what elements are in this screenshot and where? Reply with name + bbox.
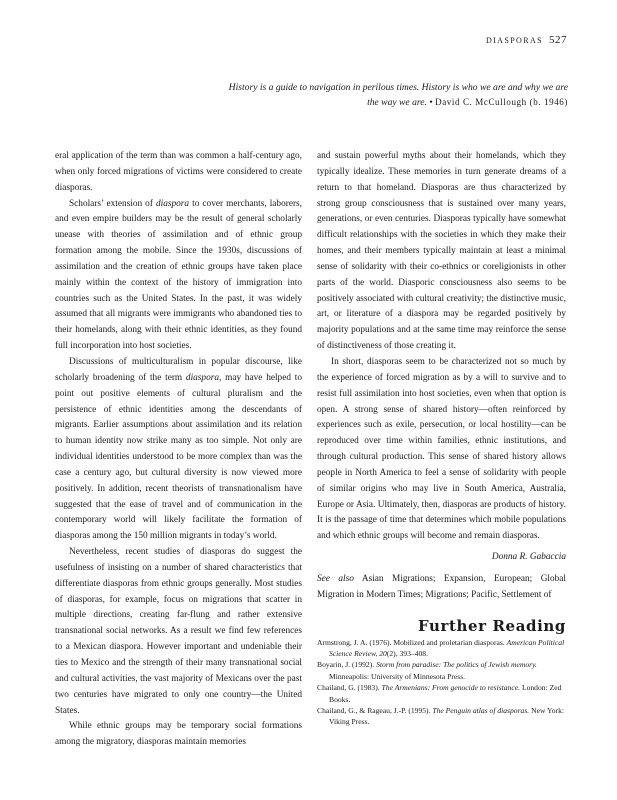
body-paragraph-run: may have helped to point out positive elements of cultural pluralism and the persistence of ethnic identities among the descendants of migrants. Earlier assumptions about assimilation and its relation to human identity now strike many as too simple. Not only are individual identities understood to be more complex than was the case a century ago, but cultural diversity is now viewed more positively. In addition, recent theorists of transnationalism have suggested that the ease of travel and of communication in the contemporary world will likely facilitate the formation of diasporas among the 150 million migrants in today’s world. xyxy=(55,372,302,542)
body-paragraph-run: diaspora xyxy=(156,198,190,209)
epigraph xyxy=(228,80,568,110)
reference-entry xyxy=(317,637,566,660)
see-also-label: See also xyxy=(317,573,354,584)
see-also-links[interactable]: Asian Migrations; Expansion, European; Global Migration in Modern Times; Migrations; Pacific, Settlement of xyxy=(317,573,566,600)
reference-entry xyxy=(317,659,566,682)
reference-text: American Political Science Review, 20 xyxy=(329,637,565,659)
left-column xyxy=(55,149,302,751)
body-paragraph-run: and sustain powerful myths about their homelands, which they typically idealize. These memories in turn generate dreams of a return to that homeland. Diasporas are thus characterized by strong group consciousness that is sustained over many years, generations, or even centuries. Diasporas typically have somewhat difficult relationships with the societies in which they make their homes, and their members typically maintain at least a minimal sense of solidarity with their co-ethnics or coreligionists in other parts of the world. Diasporic consciousness also seems to be positively associated with cultural creativity; the distinctive music, art, or literature of a diaspora may be regarded positively by majority populations and at the same time may reinforce the sense of distinctiveness of those creating it. xyxy=(317,151,566,352)
body-paragraph-run: Scholars’ extension of xyxy=(69,198,156,209)
epigraph-attribution: David C. McCullough (b. 1946) xyxy=(435,97,568,107)
body-paragraph xyxy=(55,545,302,719)
page-number: 527 xyxy=(549,34,567,46)
body-paragraph xyxy=(55,149,302,197)
reference-text: Storm from paradise: The politics of Jewish memory. xyxy=(376,660,537,670)
body-paragraph xyxy=(317,355,566,545)
reference-text: The Armenians: From genocide to resistance. xyxy=(381,683,521,693)
body-paragraph-run: diaspora, xyxy=(185,372,222,383)
further-reading-heading: Further Reading xyxy=(417,616,566,635)
author-signature: Donna R. Gabaccia xyxy=(491,552,566,563)
body-paragraph-run: Nevertheless, recent studies of diasporas do suggest the usefulness of insisting on a number of shared characteristics that differentiate diasporas from ethnic groups generally. Most studies of diasporas, for example, focus on migrations that scatter in multiple directions, creating far-flung and rather extensive transnational social networks. As a result we find few references to a Mexican diaspora. However important and undeniable their ties to Mexico and the strength of their many transnational social and cultural activities, the vast majority of Mexicans over the past two centuries have migrated to only one country—the United States. xyxy=(55,547,302,716)
right-column xyxy=(317,149,566,728)
reference-entry xyxy=(317,705,566,728)
reference-text: (2), 393–408. xyxy=(386,649,428,659)
section-name: DIASPORAS xyxy=(485,36,543,45)
body-paragraph xyxy=(55,719,302,751)
epigraph-separator: • xyxy=(429,97,433,108)
reference-text: New York: Viking Press. xyxy=(329,706,565,727)
body-paragraph-run: eral application of the term than was common a half-century ago, when only forced migrations of victims were considered to create diasporas. xyxy=(55,151,302,193)
reference-text: The Penguin atlas of diasporas. xyxy=(432,706,530,716)
right-column-body xyxy=(317,149,566,545)
body-paragraph-run: While ethnic groups may be temporary social formations among the migratory, diasporas maintain memories xyxy=(55,721,302,748)
reference-text: London: Zed Books. xyxy=(329,683,562,704)
reference-text: Chailand, G. (1983). xyxy=(317,683,382,693)
reference-text: Minneapolis: University of Minnesota Press. xyxy=(329,671,466,681)
reference-text: Boyarin, J. (1992). xyxy=(317,660,377,670)
body-paragraph xyxy=(55,355,302,545)
reference-text: Armstrong, J. A. (1976). Mobilized and proletarian diasporas. xyxy=(317,637,507,647)
reference-list xyxy=(317,637,566,728)
body-paragraph-run: In short, diasporas seem to be characterized not so much by the experience of forced migration as by a will to survive and to resist full assimilation into host societies, even when that option is open. A strong sense of shared history—often reinforced by experiences such as exile, persecution, or local hostility—can be reproduced over time within families, ethnic institutions, and through cultural production. This sense of shared history allows people in North America to feel a sense of solidarity with people of similar origins who may live in South America, Australia, Europe or Asia. Ultimately, then, diasporas are products of history. It is the passage of time that determines which mobile populations and which ethnic groups will become and remain diasporas. xyxy=(317,356,566,542)
reference-entry xyxy=(317,682,566,705)
body-paragraph xyxy=(317,149,566,355)
body-paragraph xyxy=(55,197,302,355)
running-head xyxy=(486,34,567,46)
see-also xyxy=(317,572,566,604)
reference-text: Chailand, G., & Rageau, J.-P. (1995). xyxy=(317,706,433,716)
epigraph-quote: History is a guide to navigation in perilous times. History is who we are and why we are the way we are. xyxy=(228,82,568,108)
body-paragraph-run: Discussions of multiculturalism in popular discourse, like scholarly broadening of the term xyxy=(55,356,302,383)
body-paragraph-run: to cover merchants, laborers, and even empire builders may be the result of general scholarly unease with theories of assimilation and of ethnic group formation among the mobile. Since the 1930s, discussions of assimilation and the creation of ethnic groups have taken place mainly within the context of the history of immigration into countries such as the United States. In the past, it was widely assumed that all migrants were immigrants who abandoned ties to their homelands, along with their ethnic identities, as they found full incorporation into host societies. xyxy=(55,198,302,352)
